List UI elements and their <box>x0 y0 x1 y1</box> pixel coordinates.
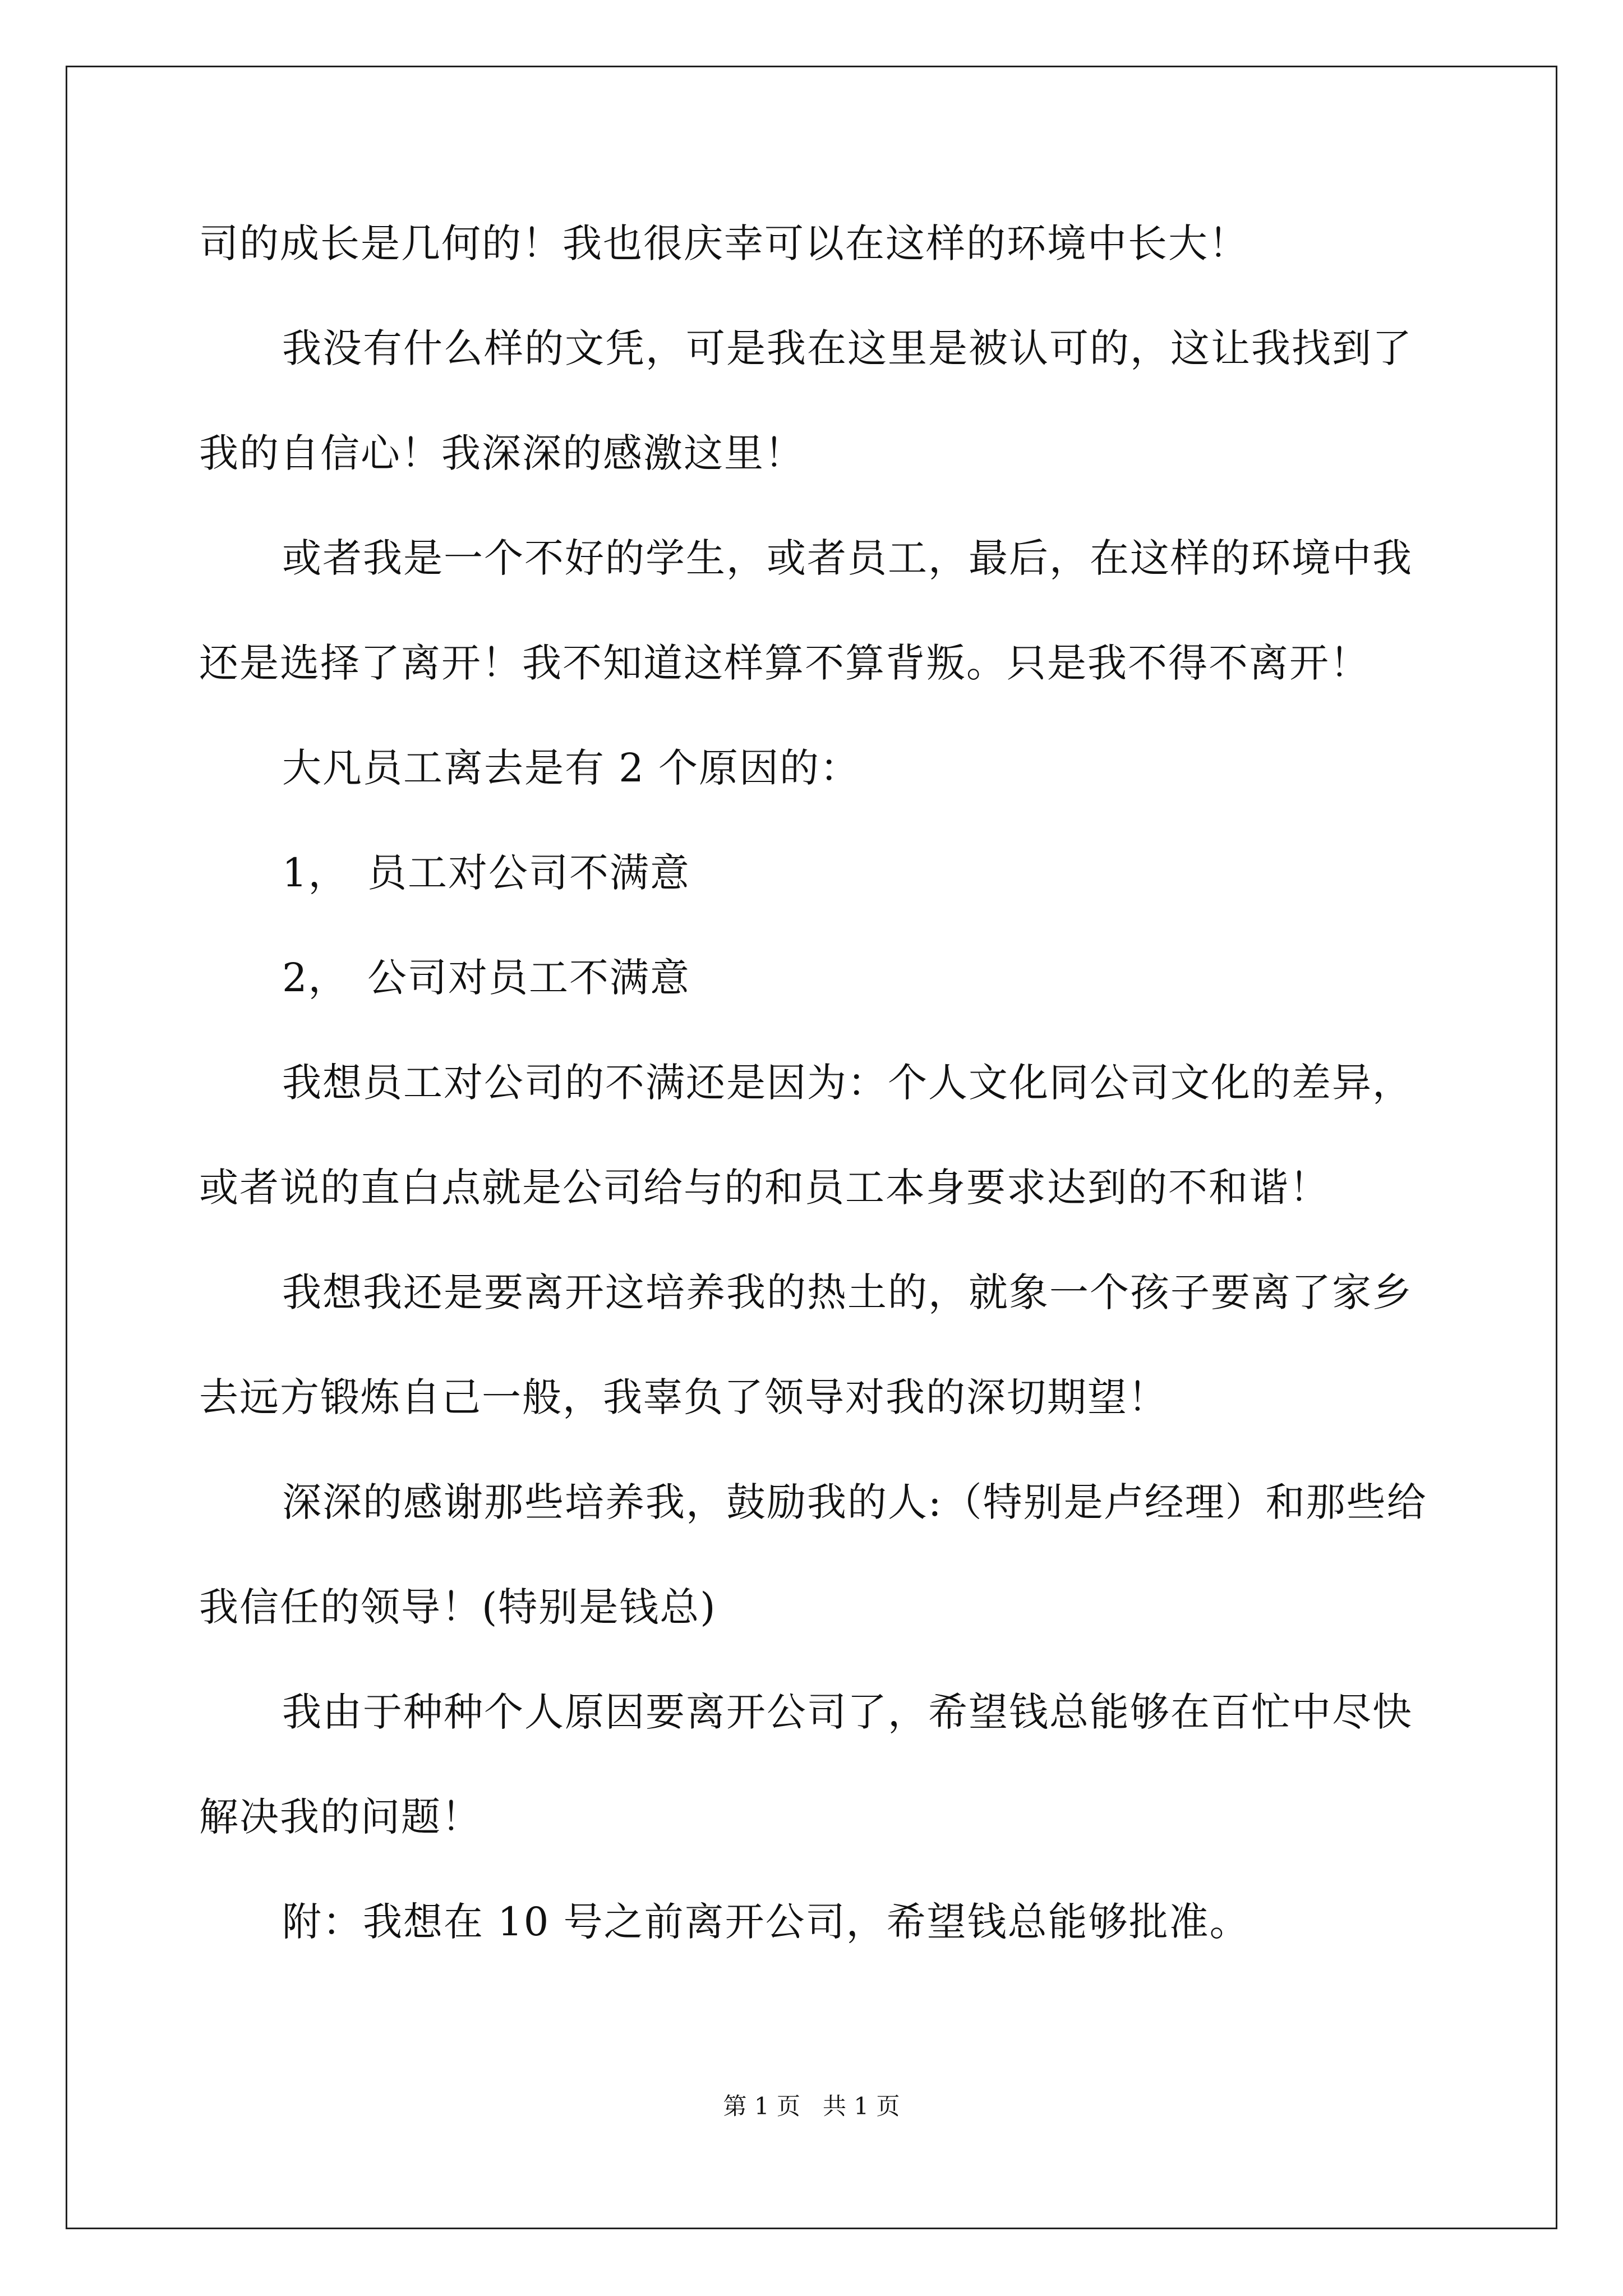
paragraph-line: 深深的感谢那些培养我，鼓励我的人:（特别是卢经理）和那些给 <box>282 1479 1427 1525</box>
paragraph-line: 司的成长是几何的！我也很庆幸可以在这样的环境中长大！ <box>199 220 1249 266</box>
list-number: 2， <box>282 955 349 1001</box>
paragraph-line: 大凡员工离去是有 2 个原因的： <box>282 745 861 791</box>
paragraph-line: 我想员工对公司的不满还是因为：个人文化同公司文化的差异， <box>282 1060 1413 1106</box>
paragraph-line: 解决我的问题！ <box>199 1794 482 1840</box>
paragraph-line: 我想我还是要离开这培养我的热土的，就象一个孩子要离了家乡 <box>282 1269 1413 1315</box>
paragraph-line: 去远方锻炼自己一般，我辜负了领导对我的深切期望！ <box>199 1374 1168 1420</box>
document-body <box>199 210 1427 1994</box>
list-item-text: 员工对公司不满意 <box>367 850 690 896</box>
list-item-text: 公司对员工不满意 <box>367 955 690 1001</box>
paragraph-line: 附：我想在 10 号之前离开公司，希望钱总能够批准。 <box>282 1899 1250 1945</box>
paragraph-line: 我的自信心！我深深的感激这里！ <box>199 430 805 476</box>
paragraph-line: 或者我是一个不好的学生，或者员工，最后，在这样的环境中我 <box>282 535 1413 581</box>
paragraph-line: 或者说的直白点就是公司给与的和员工本身要求达到的不和谐！ <box>199 1165 1330 1211</box>
paragraph-line: 还是选择了离开！我不知道这样算不算背叛。只是我不得不离开！ <box>199 640 1370 686</box>
page-footer: 第 1 页 共 1 页 <box>723 2092 900 2120</box>
paragraph-line: 我由于种种个人原因要离开公司了，希望钱总能够在百忙中尽快 <box>282 1689 1413 1735</box>
paragraph-line: 我信任的领导！(特别是钱总) <box>199 1584 717 1630</box>
list-item <box>199 945 1422 1050</box>
list-item <box>199 840 1422 945</box>
list-number: 1， <box>282 850 349 896</box>
paragraph-line: 我没有什么样的文凭，可是我在这里是被认可的，这让我找到了 <box>282 325 1413 371</box>
